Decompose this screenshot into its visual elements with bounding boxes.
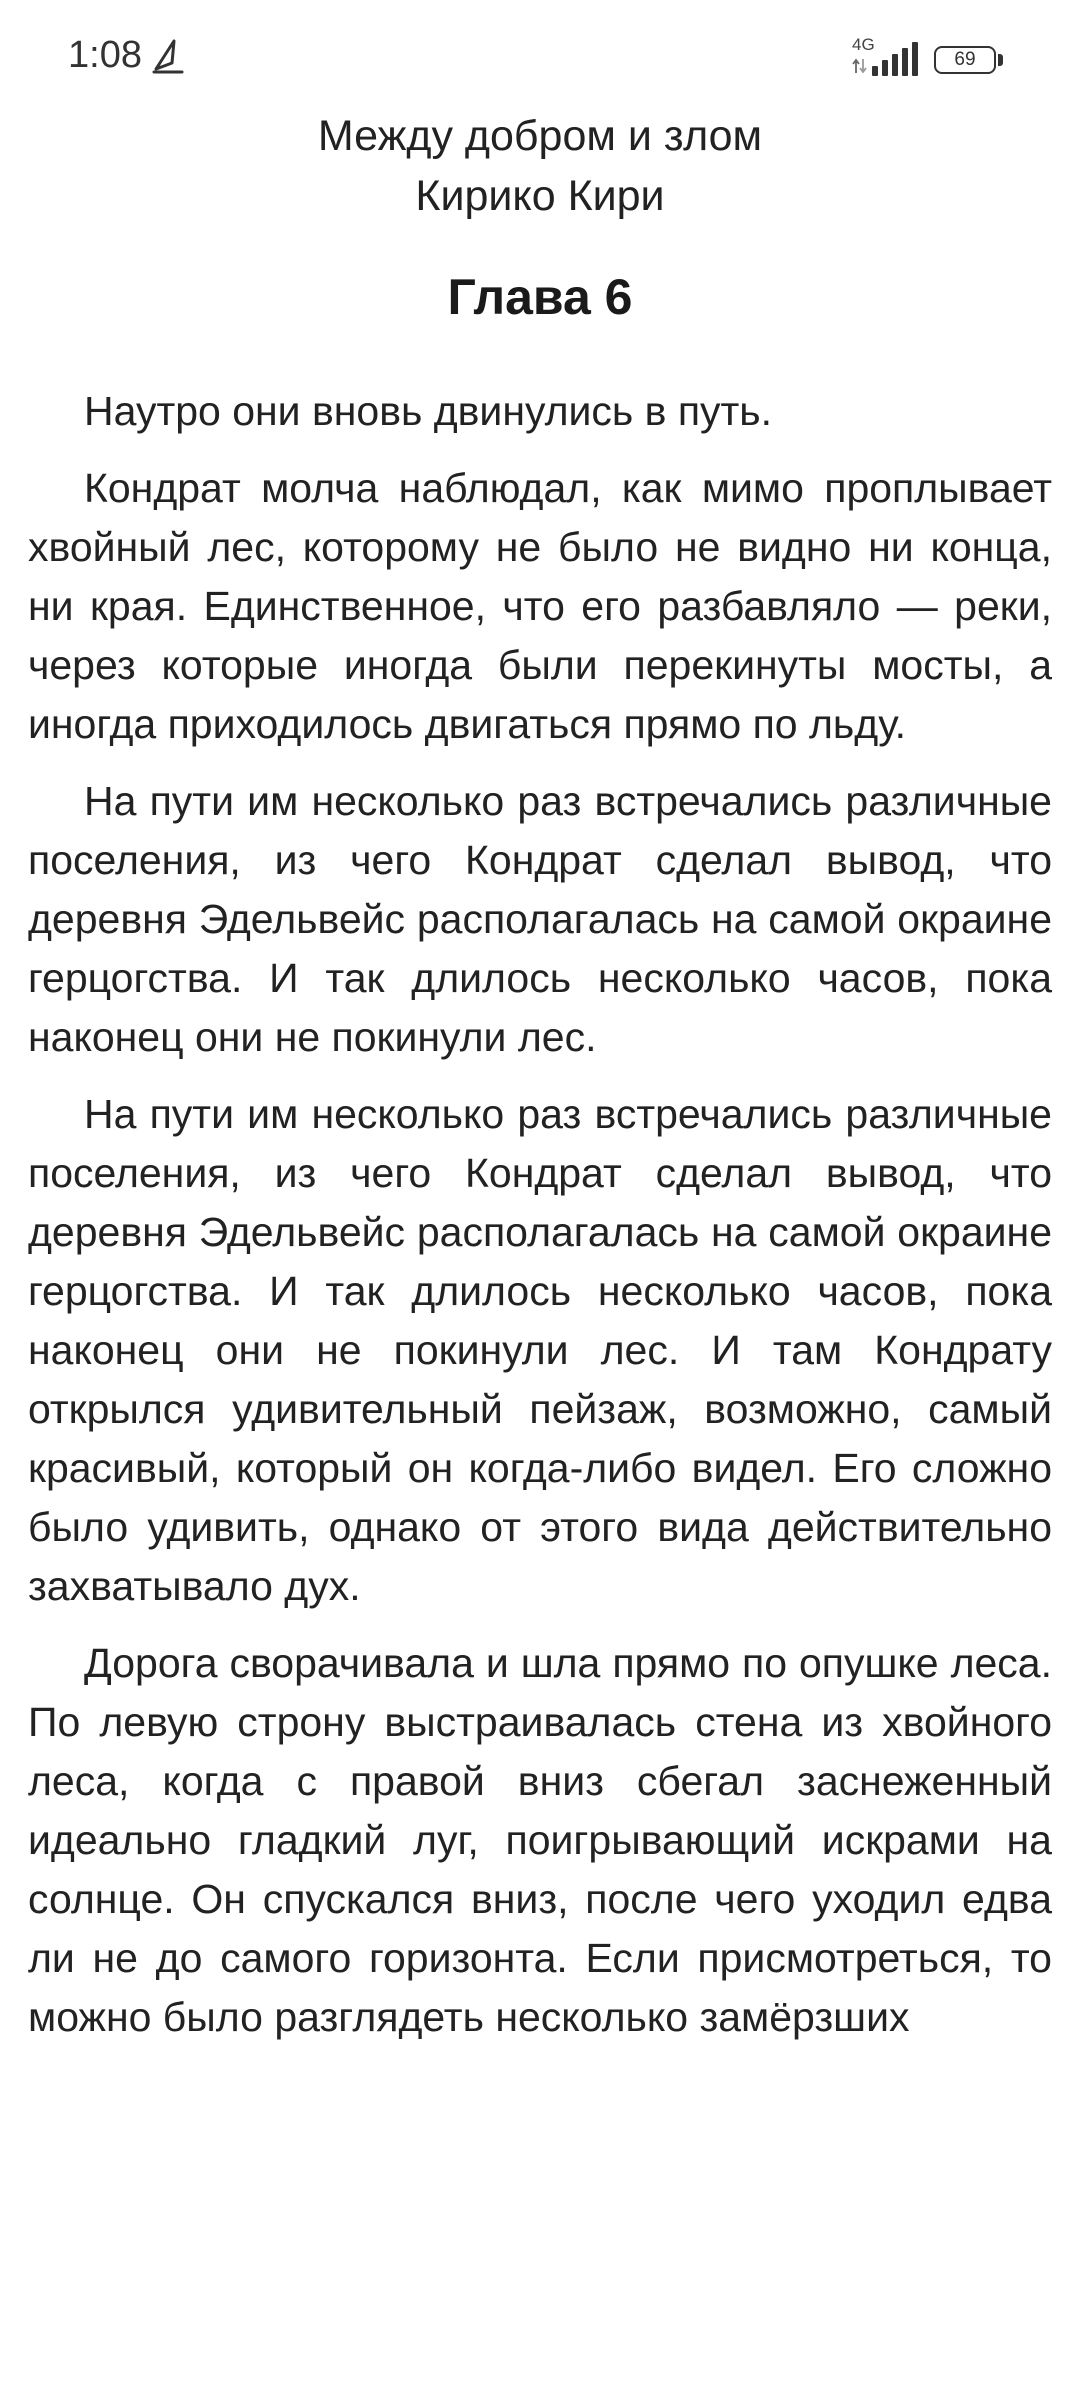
book-author: Кирико Кири <box>415 172 665 220</box>
data-activity-icon <box>851 58 869 74</box>
signal-strength-icon <box>872 42 918 76</box>
book-title: Между добром и злом <box>317 112 763 160</box>
battery-icon <box>934 46 996 74</box>
paragraph: Дорога сворачивала и шла прямо по опушке леса. По левую строну выстраивалась стена из хвойного леса, когда с правой вниз сбегал заснеженный идеально гладкий луг, поигрывающий искрами на солнце. Он спускался вниз, после чего уходил едва ли не до самого горизонта. Если присмотреться, то можно было разглядеть несколько замёрзших <box>28 1640 1052 2040</box>
chapter-title: Глава 6 <box>447 269 633 325</box>
network-type-label: 4G <box>852 35 875 54</box>
paragraph: На пути им несколько раз встречались различные поселения, из чего Кондрат сделал вывод, что деревня Эдельвейс располагалась на самой окраине герцогства. И так длилось несколько часов, пока наконец они не покинули лес. <box>28 778 1052 1060</box>
navigation-arrow-icon <box>150 36 184 76</box>
paragraph: Наутро они вновь двинулись в путь. <box>84 388 773 434</box>
status-bar <box>0 0 1080 116</box>
book-header <box>0 106 1080 226</box>
status-time: 1:08 <box>68 34 142 76</box>
paragraph: Кондрат молча наблюдал, как мимо проплывает хвойный лес, которому не было не видно ни конца, ни края. Единственное, что его разбавляло — реки, через которые иногда были перекинуты мосты, а иногда приходилось двигаться прямо по льду. <box>28 465 1052 747</box>
paragraph: На пути им несколько раз встречались различные поселения, из чего Кондрат сделал вывод, что деревня Эдельвейс располагалась на самой окраине герцогства. И так длилось несколько часов, пока наконец они не покинули лес. И там Кондрату открылся удивительный пейзаж, возможно, самый красивый, который он когда-либо видел. Его сложно было удивить, однако от этого вида действительно захватывало дух. <box>28 1091 1052 1609</box>
reading-area[interactable] <box>28 382 1052 2352</box>
battery-level: 69 <box>954 49 976 70</box>
battery-tip <box>998 54 1003 66</box>
